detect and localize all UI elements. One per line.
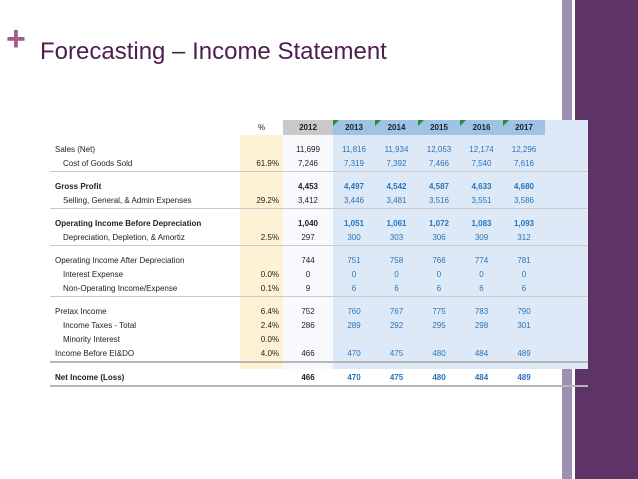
spacer (50, 209, 588, 218)
row-label: Income Taxes - Total (63, 321, 137, 330)
cell-2014: 292 (389, 321, 404, 330)
cell-2013: 751 (347, 256, 361, 265)
cell-2013: 6 (333, 282, 375, 297)
cell-2014: 303 (375, 231, 418, 246)
cell-2016: 0 (479, 270, 484, 279)
cell-2014: 3,481 (375, 194, 418, 209)
cell-2014: 758 (389, 256, 404, 265)
cell-2012: 752 (301, 307, 315, 316)
row-label: Operating Income After Depreciation (55, 256, 185, 265)
header-year-2015: 2015 (418, 120, 460, 135)
table-row (50, 319, 588, 333)
cell-2015: 6 (418, 282, 460, 297)
cell-2015: 480 (418, 371, 460, 386)
row-pct (240, 143, 283, 157)
row-pct: 29.2% (240, 194, 283, 209)
cell-2016: 7,540 (460, 157, 503, 172)
table-row (50, 268, 588, 282)
cell-2013: 4,497 (343, 182, 365, 191)
cell-2012 (283, 333, 333, 347)
cell-2017 (503, 333, 545, 347)
table-row (50, 347, 588, 362)
cell-2017: 1,093 (513, 219, 535, 228)
cell-2016: 3,551 (460, 194, 503, 209)
cell-2013: 470 (333, 347, 375, 362)
header-year-2014: 2014 (375, 120, 418, 135)
cell-2017: 301 (517, 321, 531, 330)
cell-2013: 300 (333, 231, 375, 246)
cell-2017: 312 (503, 231, 545, 246)
cell-2014: 475 (375, 371, 418, 386)
cell-2015 (418, 333, 460, 347)
cell-comment-marker (375, 120, 381, 126)
slide-title: Forecasting – Income Statement (40, 38, 387, 65)
cell-2013: 0 (351, 270, 357, 279)
cell-2015: 295 (432, 321, 446, 330)
cell-2016 (460, 333, 503, 347)
spacer (50, 172, 588, 181)
cell-2014: 4,542 (386, 182, 407, 191)
table-row (50, 305, 588, 319)
cell-2012: 297 (283, 231, 333, 246)
table-row (50, 180, 588, 194)
table-row (50, 371, 588, 386)
cell-2016: 1,083 (471, 219, 492, 228)
cell-2012: 7,246 (283, 157, 333, 172)
cell-2012: 286 (301, 321, 315, 330)
table-row (50, 217, 588, 231)
header-year-2012: 2012 (283, 120, 333, 135)
cell-2013: 760 (347, 307, 361, 316)
cell-2017: 489 (503, 347, 545, 362)
plus-mark: + (6, 20, 26, 58)
cell-2015: 12,053 (426, 145, 452, 154)
cell-2015: 7,466 (418, 157, 460, 172)
cell-2014: 475 (375, 347, 418, 362)
table-row (50, 333, 588, 347)
cell-2017: 6 (503, 282, 545, 297)
cell-2014: 767 (389, 307, 404, 316)
cell-2015: 766 (432, 256, 446, 265)
cell-2017: 489 (503, 371, 545, 386)
cell-2012: 9 (283, 282, 333, 297)
table-row (50, 231, 588, 246)
row-pct (240, 371, 283, 386)
income-statement-sheet (50, 120, 588, 382)
spacer (50, 362, 588, 371)
income-statement-table (50, 120, 588, 387)
row-label: Non-Operating Income/Expense (50, 282, 240, 297)
row-label: Selling, General, & Admin Expenses (50, 194, 240, 209)
cell-2016: 6 (460, 282, 503, 297)
cell-comment-marker (333, 120, 339, 126)
header-pct: % (240, 120, 283, 135)
cell-2012: 4,453 (297, 182, 319, 191)
cell-2012: 466 (283, 347, 333, 362)
cell-2014 (375, 333, 418, 347)
cell-2013: 3,446 (333, 194, 375, 209)
row-pct: 6.4% (260, 307, 279, 316)
cell-2017: 12,296 (511, 145, 537, 154)
row-pct (240, 254, 283, 268)
cell-2015: 1,072 (428, 219, 450, 228)
row-label: Depreciation, Depletion, & Amortiz (50, 231, 240, 246)
row-label: Gross Profit (55, 182, 102, 191)
row-pct: 4.0% (240, 347, 283, 362)
cell-2017: 3,586 (503, 194, 545, 209)
row-pct: 0.0% (260, 270, 279, 279)
cell-2015: 0 (436, 270, 442, 279)
row-pct: 61.9% (240, 157, 283, 172)
cell-2014: 7,392 (375, 157, 418, 172)
cell-2012: 466 (283, 371, 333, 386)
cell-2013: 7,319 (333, 157, 375, 172)
cell-2012: 11,699 (296, 145, 320, 154)
cell-2017: 0 (521, 270, 527, 279)
row-label: Minority Interest (63, 335, 120, 344)
cell-2013 (333, 333, 375, 347)
row-label: Pretax Income (55, 307, 107, 316)
header-blank (50, 120, 240, 135)
table-row (50, 157, 588, 172)
table-row (50, 282, 588, 297)
cell-2016: 12,174 (469, 145, 494, 154)
cell-2014: 1,061 (386, 219, 407, 228)
row-pct (240, 217, 283, 231)
spacer (50, 135, 588, 143)
header-year-2017: 2017 (503, 120, 545, 135)
cell-2016: 309 (460, 231, 503, 246)
row-label: Net Income (Loss) (50, 371, 240, 386)
cell-2016: 783 (474, 307, 489, 316)
row-pct: 2.5% (240, 231, 283, 246)
header-year-2016: 2016 (460, 120, 503, 135)
cell-2015: 3,516 (418, 194, 460, 209)
cell-2016: 774 (474, 256, 489, 265)
cell-2017: 790 (517, 307, 531, 316)
row-label: Sales (Net) (55, 145, 96, 154)
cell-2015: 306 (418, 231, 460, 246)
header-year-2013: 2013 (333, 120, 375, 135)
row-pct: 0.1% (240, 282, 283, 297)
spacer (50, 246, 588, 255)
cell-2012: 0 (305, 270, 311, 279)
cell-2016: 484 (460, 371, 503, 386)
cell-2012: 1,040 (297, 219, 319, 228)
cell-2013: 289 (347, 321, 361, 330)
cell-2015: 4,587 (428, 182, 450, 191)
cell-2013: 11,816 (342, 145, 366, 154)
row-pct: 2.4% (260, 321, 279, 330)
cell-2016: 4,633 (471, 182, 492, 191)
cell-comment-marker (460, 120, 466, 126)
cell-2017: 4,680 (513, 182, 535, 191)
cell-2012: 3,412 (283, 194, 333, 209)
cell-2014: 0 (394, 270, 399, 279)
row-label: Interest Expense (63, 270, 124, 279)
cell-2015: 480 (418, 347, 460, 362)
cell-2014: 6 (375, 282, 418, 297)
row-label: Operating Income Before Depreciation (55, 219, 202, 228)
cell-2013: 1,051 (343, 219, 365, 228)
cell-2014: 11,934 (384, 145, 409, 154)
cell-2017: 7,616 (503, 157, 545, 172)
table-row (50, 143, 588, 157)
cell-2012: 744 (301, 256, 315, 265)
row-label: Cost of Goods Sold (50, 157, 240, 172)
cell-2017: 781 (517, 256, 531, 265)
spacer (50, 297, 588, 306)
table-row (50, 254, 588, 268)
header-row (50, 120, 588, 135)
row-label: Income Before EI&DO (50, 347, 240, 362)
cell-comment-marker (503, 120, 509, 126)
cell-2015: 775 (432, 307, 446, 316)
cell-comment-marker (418, 120, 424, 126)
cell-2016: 484 (460, 347, 503, 362)
row-pct (240, 180, 283, 194)
table-row (50, 194, 588, 209)
cell-2013: 470 (333, 371, 375, 386)
row-pct: 0.0% (260, 335, 279, 344)
cell-2016: 298 (474, 321, 489, 330)
